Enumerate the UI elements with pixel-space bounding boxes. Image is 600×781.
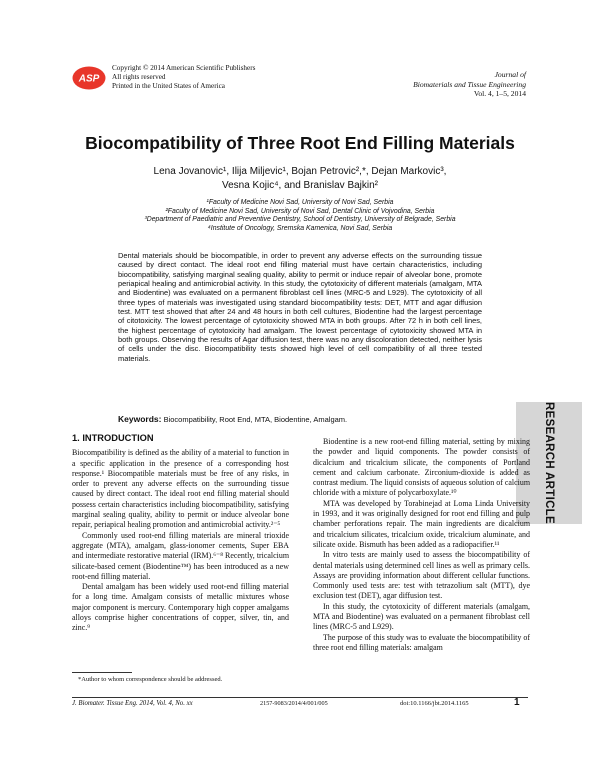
paragraph: MTA was developed by Torabinejad at Loma Linda University in 1993, and it was originally designed for root end filling and pulp chamber perforations repair. The main ingredients are dicalcium and tricalcium silicates, tricalcium oxide, tricalcium aluminate, and silicate oxide. Bismuth has been added as a radiopacifier.¹¹ bbox=[313, 498, 530, 549]
affiliation-1: ¹Faculty of Medicine Novi Sad, University of Novi Sad, Serbia bbox=[206, 199, 394, 206]
footer-divider bbox=[72, 697, 528, 698]
author-line-2: Vesna Kojic⁴, and Branislav Bajkin² bbox=[221, 180, 379, 191]
right-column bbox=[313, 437, 530, 653]
affiliations bbox=[110, 199, 490, 233]
author-line-1: Lena Jovanovic¹, Ilija Miljevic¹, Bojan Petrovic²,*, Dejan Markovic³, bbox=[153, 166, 447, 177]
journal-name: Biomaterials and Tissue Engineering bbox=[413, 79, 526, 89]
paragraph: The purpose of this study was to evaluate the biocompatibility of three root end filling materials: amalgam bbox=[313, 632, 530, 652]
page-number: 1 bbox=[514, 697, 520, 708]
copyright-line: Copyright © 2014 American Scientific Publishers bbox=[112, 64, 256, 72]
keywords-label: Keywords: bbox=[118, 414, 162, 424]
publisher-logo bbox=[72, 66, 106, 90]
paragraph: Commonly used root-end filling materials are mineral trioxide aggregate (MTA), amalgam, glass-ionomer cements, Super EBA and intermediate restorative material (IRM).⁶⁻⁸ Recently, tricalcium silicate-based cement (Biodentine™) has been introduced as a new root-end filling material. bbox=[72, 530, 289, 581]
printed-line: Printed in the United States of America bbox=[112, 82, 225, 90]
journal-info bbox=[326, 70, 526, 99]
paragraph: Biocompatibility is defined as the ability of a material to function in a specific application in the presence of a corresponding host response.¹ Biocompatible materials must be free of any risks, in order to prevent any adverse effects on the surrounding tissue caused by direct contact. The ideal root end filling material should possess certain characteristics including biocompatibility, satisfying marginal sealing quality, ability to permit or induce alveolar bone repair, periapical healing promotion and antimicrobial activity.²⁻⁵ bbox=[72, 448, 289, 530]
paragraph: In this study, the cytotoxicity of different materials (amalgam, MTA and Biodentine) was evaluated on a permanent fibroblast cell lines (MRC-5 and L929). bbox=[313, 601, 530, 632]
section-heading: 1. INTRODUCTION bbox=[72, 433, 154, 443]
paragraph: Biodentine is a new root-end filling material, setting by mixing the powder and liquid components. The powder consists of dicalcium and tricalcium silicate, the components of Portland cement and calcium carbonate. Zirconium-dioxide is added as contrast medium. The liquid consists of aqueous solution of calcium chloride with a mixture of polycarboxylate.¹⁰ bbox=[313, 437, 530, 498]
logo-text: ASP bbox=[78, 73, 100, 85]
keywords-text: Biocompatibility, Root End, MTA, Biodentine, Amalgam. bbox=[163, 415, 348, 424]
article-type-label: RESEARCH ARTICLE bbox=[543, 402, 555, 524]
copyright-block bbox=[112, 64, 255, 91]
footnote-divider bbox=[72, 672, 132, 673]
abstract: Dental materials should be biocompatible, in order to prevent any adverse effects on the surrounding tissue caused by direct contact. The ideal root end filling material must have certain characteristics, including biocompatibility, satisfying marginal sealing quality, ability to permit or induce repair of alveolar bone, promote periapical healing and antimicrobial activity. In this study, the cytotoxicity of different materials (amalgam, MTA and Biodentine) was evaluated on a permanent fibroblast cell lines (MRC-5 and L929). The cytotoxicity of all three types of materials was investigated using standard biocompatibility tests: DET, MTT and agar diffusion test. MTT test showed that after 24 and 48 hours in both cell cultures, Biodentine had the largest percentage of citotoxicity. The lowest percentage of cytotoxicity showed MTA in both groups. After 72 h in both cell lines, the highest percentage of cytotoxicity had amalgam. The lowest percentage of cytotoxicity showed MTA in both groups. Observing the results of Agar diffusion test, there was no any discoloration detected, neither lysis of cells under the disc. Biocompatibility tests showed high level of cell compatibility of all three tested materials. bbox=[118, 251, 482, 363]
affiliation-4: ⁴Institute of Oncology, Sremska Kamenica, Novi Sad, Serbia bbox=[207, 224, 393, 232]
corresponding-author-note: *Author to whom correspondence should be addressed. bbox=[78, 676, 223, 683]
footer-citation: J. Biomater. Tissue Eng. 2014, Vol. 4, No. xx bbox=[72, 700, 193, 707]
affiliation-3: ³Department of Paediatric and Preventive Dentistry, School of Dentistry, University of Belgrade, Serbia bbox=[144, 216, 456, 224]
left-column bbox=[72, 433, 289, 634]
footer-issn: 2157-9083/2014/4/001/005 bbox=[260, 700, 328, 707]
paragraph: In vitro tests are mainly used to assess the biocompatibility of dental materials using determined cell lines as well as primary cells. Assays are providing information about different cellular functions. Commonly used tests are: test with tetrazolium salt (MTT), dye exclusion test (DET), agar diffusion test. bbox=[313, 550, 530, 601]
keywords bbox=[118, 414, 482, 424]
rights-line: All rights reserved bbox=[112, 73, 166, 81]
journal-prefix: Journal of bbox=[494, 70, 526, 79]
article-title: Biocompatibility of Three Root End Filling Materials bbox=[85, 133, 515, 153]
paragraph: Dental amalgam has been widely used root-end filling material for a long time. Amalgam consists of metallic mixtures whose major component is mercury. Contemporary high copper amalgams alloys comprise higher concentrations of copper, silver, tin, and zinc.⁹ bbox=[72, 582, 289, 633]
affiliation-2: ²Faculty of Medicine Novi Sad, University of Novi Sad, Dental Clinic of Vojvodina, Serbia bbox=[165, 207, 435, 215]
author-list bbox=[120, 165, 480, 193]
journal-volume: Vol. 4, 1–5, 2014 bbox=[473, 89, 526, 99]
footer-doi: doi:10.1166/jbt.2014.1165 bbox=[400, 700, 469, 707]
